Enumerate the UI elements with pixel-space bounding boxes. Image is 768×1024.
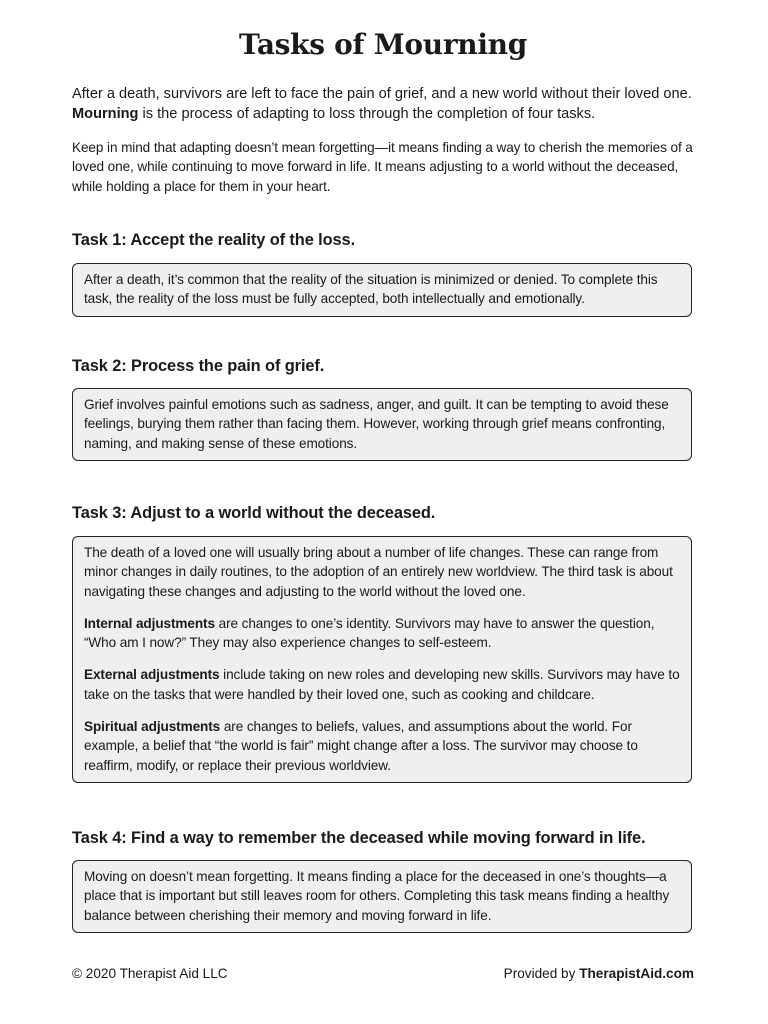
task-4-heading: Task 4: Find a way to remember the deceased while moving forward in life. (72, 829, 646, 847)
internal-adjustments-term: Internal adjustments (84, 615, 215, 631)
external-adjustments-term: External adjustments (84, 667, 220, 683)
external-adjustments-text: include taking on new roles and developing new skills. Survivors may have to take on the tasks that were handled by their loved one, such as cooking and childcare. (84, 667, 680, 702)
internal-adjustments-paragraph (84, 614, 680, 653)
task-2-body: Grief involves painful emotions such as sadness, anger, and guilt. It can be tempting to avoid these feelings, burying them rather than facing them. However, working through grief means confronting, naming, and making sense of these emotions. (84, 397, 669, 451)
footer-provided-label: Provided by (503, 966, 580, 981)
task-2-heading: Task 2: Process the pain of grief. (72, 357, 325, 375)
task-4-body: Moving on doesn’t mean forgetting. It means finding a place for the deceased in one’s thoughts—a place that is important but still leaves room for others. Completing this task means finding a healthy balance between cherishing their memory and moving forward in life. (84, 869, 670, 923)
footer-provided-by (504, 966, 694, 981)
spiritual-adjustments-paragraph (84, 717, 680, 775)
task-1-body: After a death, it’s common that the reality of the situation is minimized or denied. To complete this task, the reality of the loss must be fully accepted, both intellectually and emotionally. (84, 272, 658, 307)
spiritual-adjustments-term: Spiritual adjustments (84, 719, 221, 735)
intro-text-end: is the process of adapting to loss through the completion of four tasks. (138, 106, 596, 122)
spiritual-adjustments-text: are changes to beliefs, values, and assumptions about the world. For example, a belief that “the world is fair” might change after a loss. The survivor may choose to reaffirm, modify, or replace their previous worldview. (84, 719, 638, 773)
intro-text-start: After a death, survivors are left to face the pain of grief, and a new world without their loved one. (72, 86, 692, 102)
page-title: Tasks of Mourning (238, 28, 528, 61)
task-3-body: The death of a loved one will usually bring about a number of life changes. These can range from minor changes in daily routines, to the adoption of an entirely new worldview. The third task is about navigating these changes and adjusting to the world without the loved one. (84, 545, 673, 599)
task-1-box (72, 263, 692, 317)
external-adjustments-paragraph (84, 665, 680, 704)
internal-adjustments-text: are changes to one’s identity. Survivors may have to answer the question, “Who am I now?” They may also experience changes to self-esteem. (84, 615, 655, 651)
intro-paragraph (72, 84, 694, 124)
footer-brand-link[interactable]: TherapistAid.com (579, 966, 694, 981)
footer-copyright: © 2020 Therapist Aid LLC (72, 966, 228, 981)
intro-note-paragraph: Keep in mind that adapting doesn’t mean forgetting—it means finding a way to cherish the memories of a loved one, while continuing to move forward in life. It means adjusting to a world without the deceased, while holding a place for them in your heart. (72, 140, 693, 194)
task-3-box (72, 536, 692, 783)
task-4-box (72, 860, 692, 933)
task-1-heading: Task 1: Accept the reality of the loss. (72, 231, 356, 249)
task-3-heading: Task 3: Adjust to a world without the deceased. (72, 504, 436, 522)
intro-bold-term: Mourning (72, 106, 139, 122)
task-2-box (72, 388, 692, 461)
